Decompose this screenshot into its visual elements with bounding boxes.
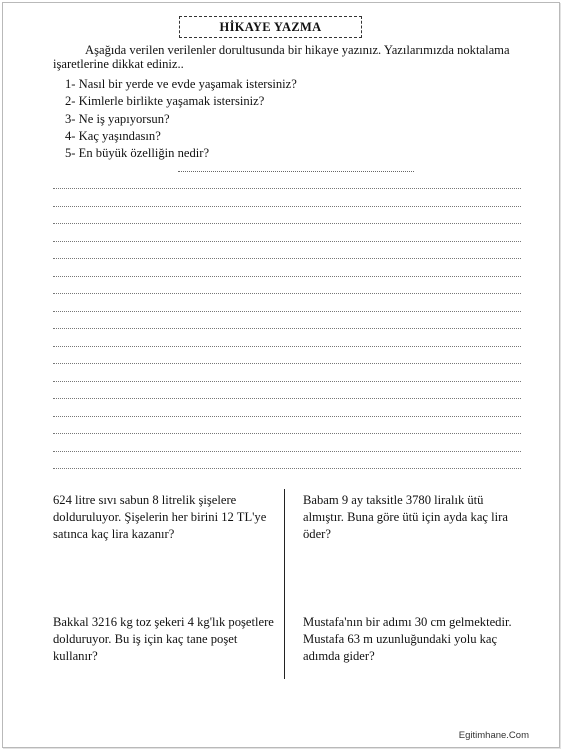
question-item: 5- En büyük özelliğin nedir?	[65, 146, 210, 161]
writing-line[interactable]	[53, 311, 521, 312]
problem-sugar-bags: Bakkal 3216 kg toz şekeri 4 kg'lık poşetlere dolduruyor. Bu iş için kaç tane poşet kullanır?	[53, 615, 274, 663]
writing-line[interactable]	[53, 293, 521, 294]
writing-line[interactable]	[53, 468, 521, 469]
page-title: HİKAYE YAZMA	[179, 16, 362, 38]
problem-steps: Mustafa'nın bir adımı 30 cm gelmektedir. Mustafa 63 m uzunluğundaki yolu kaç adımda gider?	[303, 615, 512, 663]
problem-iron-installment: Babam 9 ay taksitle 3780 liralık ütü almıştır. Buna göre ütü için ayda kaç lira öder?	[303, 493, 508, 541]
problem-soap-bottles: 624 litre sıvı sabun 8 litrelik şişelere dolduruluyor. Şişelerin her birini 12 TL'ye satınca kaç lira kazanır?	[53, 493, 267, 541]
question-list	[65, 76, 485, 162]
worksheet-page	[2, 2, 560, 748]
writing-line[interactable]	[53, 223, 521, 224]
writing-line[interactable]	[53, 398, 521, 399]
writing-line[interactable]	[53, 363, 521, 364]
writing-line[interactable]	[53, 241, 521, 242]
math-problems-section	[3, 489, 559, 679]
writing-line[interactable]	[53, 276, 521, 277]
story-writing-area[interactable]	[53, 188, 521, 486]
question-item: 4- Kaç yaşındasın?	[65, 128, 161, 143]
writing-line[interactable]	[53, 451, 521, 452]
question-item: 2- Kimlerle birlikte yaşamak istersiniz?	[65, 94, 265, 109]
writing-line[interactable]	[53, 346, 521, 347]
writing-line[interactable]	[53, 258, 521, 259]
writing-line[interactable]	[53, 188, 521, 189]
writing-line[interactable]	[53, 416, 521, 417]
footer-watermark: Egitimhane.Com	[458, 730, 529, 741]
instructions-text: Aşağıda verilen verilenler dorultusunda bir hikaye yazınız. Yazılarımızda noktalama işaretlerine dikkat ediniz..	[53, 43, 510, 71]
column-divider	[284, 489, 285, 679]
title-writing-line[interactable]	[178, 171, 414, 172]
question-item: 1- Nasıl bir yerde ve evde yaşamak istersiniz?	[65, 77, 297, 91]
writing-line[interactable]	[53, 328, 521, 329]
writing-line[interactable]	[53, 206, 521, 207]
question-item: 3- Ne iş yapıyorsun?	[65, 111, 170, 126]
writing-line[interactable]	[53, 433, 521, 434]
writing-line[interactable]	[53, 381, 521, 382]
